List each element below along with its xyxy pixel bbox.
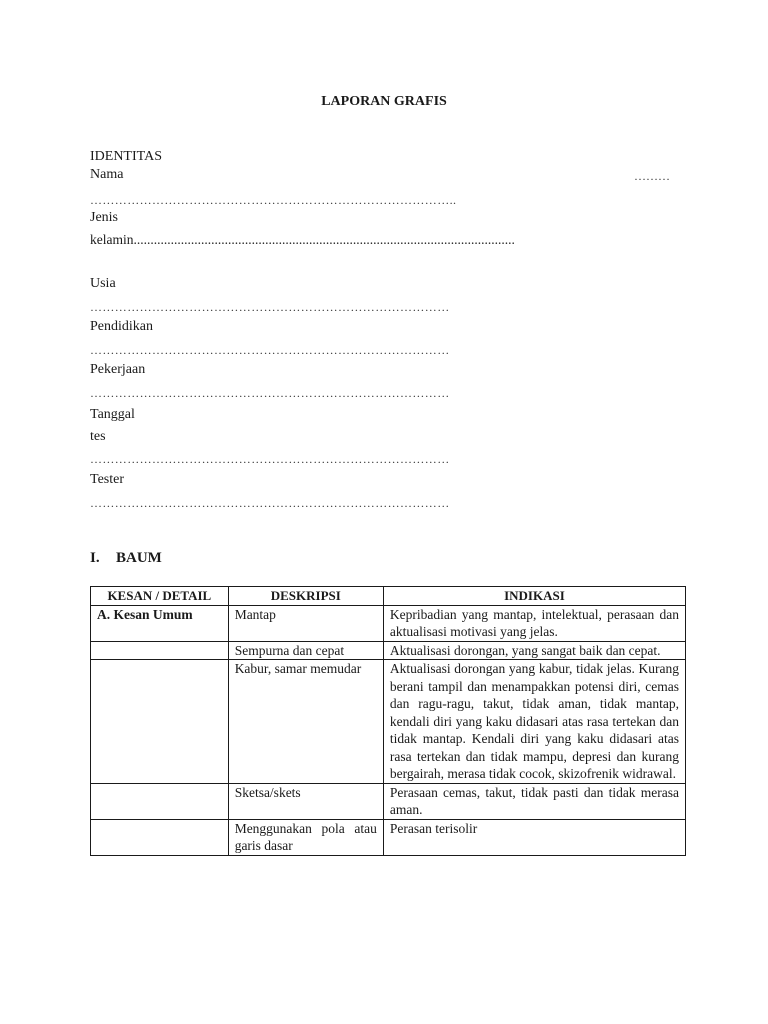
kelamin-label: kelamin................................................................................................................. [90, 232, 515, 247]
header-kesan: KESAN / DETAIL [91, 587, 229, 606]
tanggal-dots: …………………………………………………………………………… [90, 452, 450, 466]
pendidikan-dots: …………………………………………………………………………… [90, 343, 450, 357]
nama-dots: …………………………………………………………………………….. [90, 193, 457, 207]
table-header-row [91, 587, 686, 606]
kesan-cell [91, 783, 229, 819]
deskripsi-cell: Kabur, samar memudar [228, 660, 383, 784]
usia-label: Usia [90, 276, 116, 291]
pekerjaan-dots: …………………………………………………………………………… [90, 386, 450, 400]
indikasi-cell: Perasaan cemas, takut, tidak pasti dan tidak merasa aman. [383, 783, 685, 819]
kesan-cell [91, 819, 229, 855]
deskripsi-cell: Mantap [228, 605, 383, 641]
jenis-label: Jenis [90, 210, 118, 225]
indikasi-cell: Perasan terisolir [383, 819, 685, 855]
header-indikasi: INDIKASI [383, 587, 685, 606]
indikasi-cell: Aktualisasi dorongan yang kabur, tidak jelas. Kurang berani tampil dan menampakkan potensi diri, cemas dan ragu-ragu, takut, tidak aman, tidak mantap, kendali diri yang kaku didasari atas rasa tertekan dan tidak mantap. Kendali diri yang kaku didasari atas rasa tertekan dan tidak mampu, depresi dan kurang bergairah, merasa tidak cocok, skizofrenik widrawal. [383, 660, 685, 784]
table-row [91, 641, 686, 660]
page-title: LAPORAN GRAFIS [321, 94, 447, 109]
kesan-cell [91, 660, 229, 784]
section-heading [90, 550, 162, 567]
table-row [91, 660, 686, 784]
section-title: BAUM [116, 550, 162, 566]
baum-table [90, 586, 686, 856]
deskripsi-cell: Sempurna dan cepat [228, 641, 383, 660]
table-row [91, 605, 686, 641]
tester-label: Tester [90, 472, 125, 487]
header-deskripsi: DESKRIPSI [228, 587, 383, 606]
kesan-cell [91, 641, 229, 660]
indikasi-cell: Kepribadian yang mantap, intelektual, perasaan dan aktualisasi motivasi yang jelas. [383, 605, 685, 641]
deskripsi-cell: Menggunakan pola atau garis dasar [228, 819, 383, 855]
deskripsi-cell: Sketsa/skets [228, 783, 383, 819]
usia-dots: …………………………………………………………………………… [90, 300, 450, 314]
indikasi-cell: Aktualisasi dorongan, yang sangat baik dan cepat. [383, 641, 685, 660]
pekerjaan-label: Pekerjaan [90, 362, 146, 377]
tes-label: tes [90, 429, 106, 444]
table-row [91, 783, 686, 819]
nama-dots-right: ……… [634, 169, 670, 183]
table-row [91, 819, 686, 855]
identitas-heading: IDENTITAS [90, 149, 162, 164]
kesan-cell: A. Kesan Umum [91, 605, 229, 641]
nama-label: Nama [90, 167, 124, 182]
pendidikan-label: Pendidikan [90, 319, 153, 334]
tester-dots: …………………………………………………………………………… [90, 496, 450, 510]
section-number: I. [90, 550, 100, 566]
tanggal-label: Tanggal [90, 407, 135, 422]
